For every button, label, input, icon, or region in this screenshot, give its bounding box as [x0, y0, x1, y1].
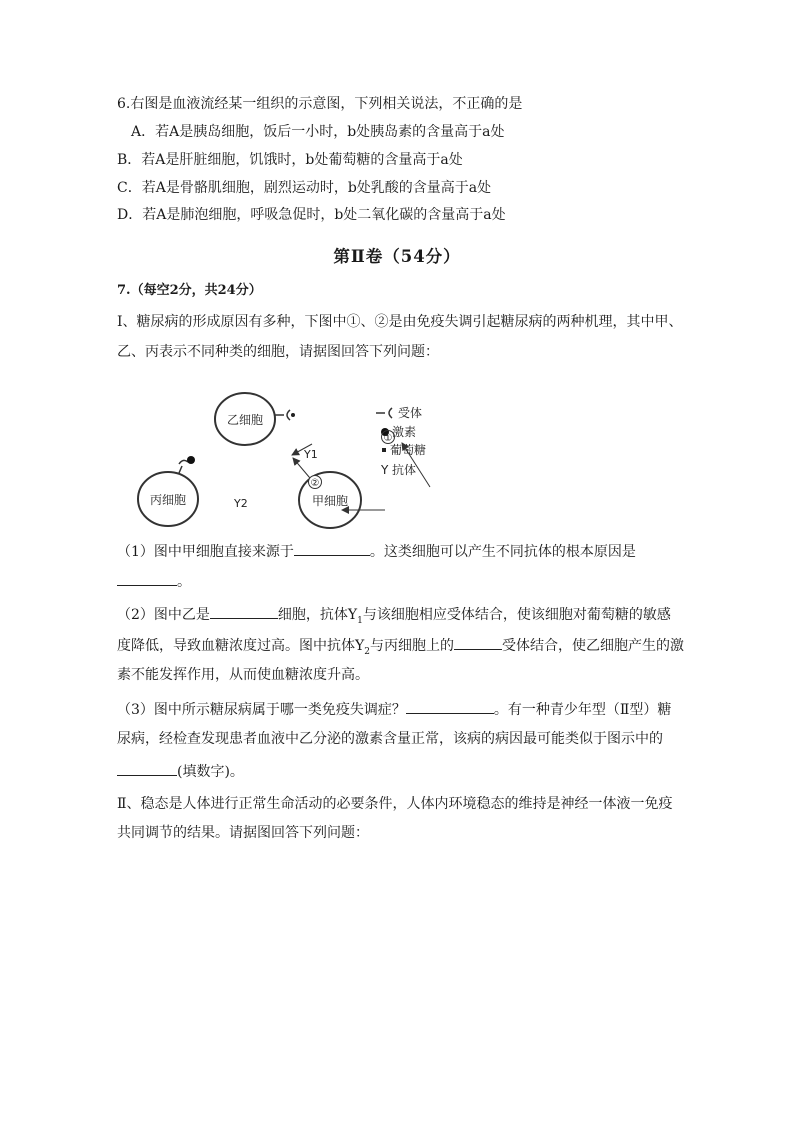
- q7-header: 7.（每空2分，共24分）: [117, 283, 262, 298]
- mark-2: ②: [310, 478, 320, 489]
- receptor-icon: [287, 410, 290, 420]
- answer-blank-3[interactable]: [210, 603, 278, 619]
- cell-bing-label: 丙细胞: [149, 493, 187, 507]
- sub-question-3-line1: （3）图中所示糖尿病属于哪一类免疫失调症？ 。有一种青少年型（Ⅱ型）糖: [117, 698, 683, 720]
- answer-blank-1[interactable]: [294, 540, 370, 556]
- legend-glucose: 葡萄糖: [390, 443, 427, 457]
- sub-question-2-line2: 度降低，导致血糖浓度过高。图中抗体$Y_2$与丙细胞上的 受体结合，使乙细胞产生的激: [117, 634, 683, 662]
- sub-question-2-line3: 素不能发挥作用，从而使血糖浓度升高。: [117, 667, 369, 683]
- legend-hormone: 激素: [392, 425, 417, 439]
- legend-antibody: 抗体: [392, 463, 417, 477]
- answer-blank-4[interactable]: [454, 634, 502, 650]
- hormone-dot-icon: [187, 456, 195, 464]
- answer-blank-2[interactable]: [117, 570, 177, 586]
- sub-question-3-line3: (填数字)。: [117, 760, 683, 782]
- sub-question-1-line2: 。: [117, 570, 683, 592]
- cell-yi-label: 乙细胞: [226, 413, 264, 427]
- part2-intro-line1: Ⅱ、稳态是人体进行正常生命活动的必要条件，人体内环境稳态的维持是神经一体液一免疫: [117, 796, 673, 812]
- legend-y-symbol: Y: [381, 463, 389, 477]
- answer-blank-6[interactable]: [117, 760, 177, 776]
- y1-label: Y1: [304, 448, 318, 461]
- q6-stem: 6.右图是血液流经某一组织的示意图，下列相关说法，不正确的是: [117, 96, 523, 112]
- q6-option-a: A．若A是胰岛细胞，饭后一小时，b处胰岛素的含量高于a处: [131, 124, 505, 140]
- answer-blank-5[interactable]: [406, 698, 494, 714]
- mark-1: ①: [383, 433, 393, 444]
- part1-intro-line1: Ⅰ、糖尿病的形成原因有多种，下图中①、②是由免疫失调引起糖尿病的两种机理，其中甲、: [117, 314, 683, 330]
- part1-intro-line2: 乙、丙表示不同种类的细胞，请据图回答下列问题：: [117, 344, 439, 360]
- q6-option-d: D．若A是肺泡细胞，呼吸急促时，b处二氧化碳的含量高于a处: [117, 207, 506, 223]
- part2-intro-line2: 共同调节的结果。请据图回答下列问题：: [117, 825, 369, 841]
- sub-question-2-line1: （2）图中乙是 细胞，抗体$Y_1$与该细胞相应受体结合，使该细胞对葡萄糖的敏感: [117, 603, 683, 631]
- diabetes-mechanism-diagram: [130, 382, 450, 532]
- sub-question-3-line2: 尿病，经检查发现患者血液中乙分泌的激素含量正常，该病的病因最可能类似于图示中的: [117, 731, 663, 747]
- legend-receptor: 受体: [398, 406, 423, 420]
- q6-option-b: B．若A是肝脏细胞，饥饿时，b处葡萄糖的含量高于a处: [117, 152, 463, 168]
- q6-option-c: C．若A是骨骼肌细胞，剧烈运动时，b处乳酸的含量高于a处: [117, 180, 492, 196]
- glucose-icon: [382, 448, 386, 452]
- section-title: 第Ⅱ卷（54分）: [333, 247, 461, 266]
- sub-question-1-line1: （1）图中甲细胞直接来源于 。这类细胞可以产生不同抗体的根本原因是: [117, 540, 683, 562]
- cell-jia-label: 甲细胞: [311, 494, 349, 508]
- y2-label: Y2: [234, 497, 248, 510]
